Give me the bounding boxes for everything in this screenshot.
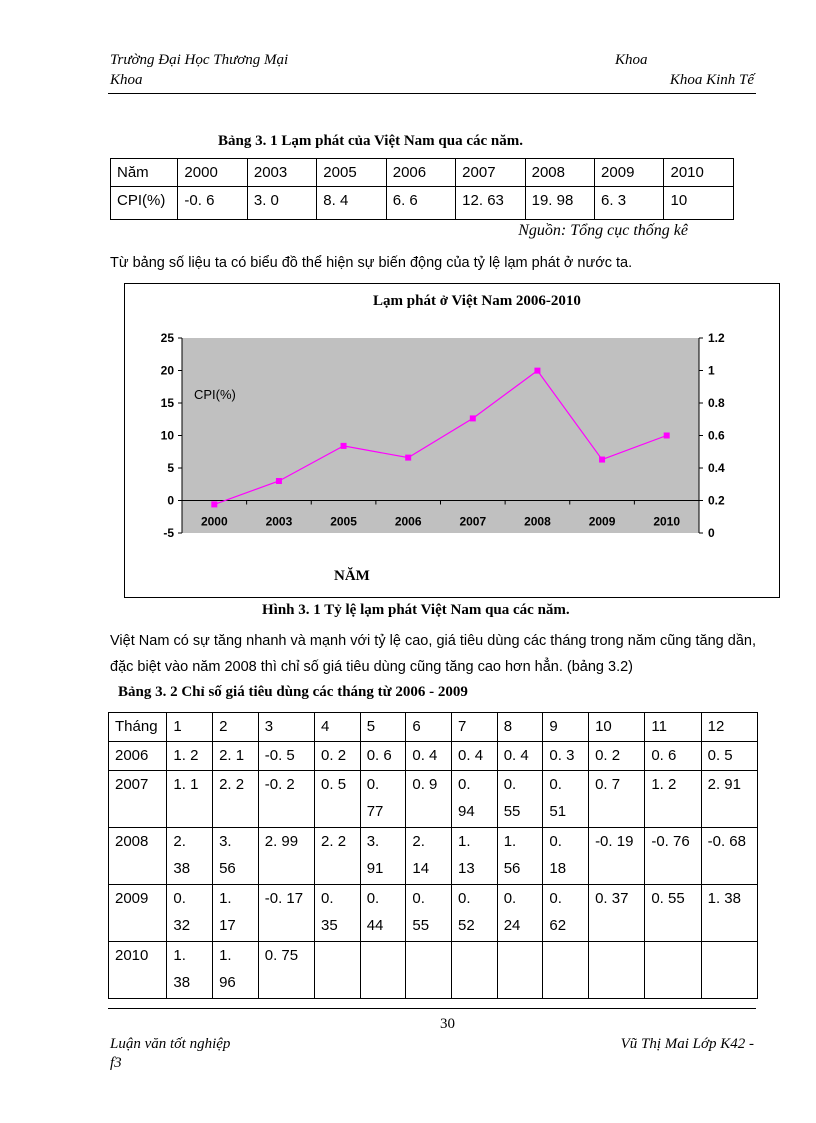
table1-source: Nguồn: Tổng cục thống kê bbox=[518, 222, 688, 239]
x-tick-label: 2003 bbox=[265, 514, 293, 529]
table-cell bbox=[701, 942, 757, 999]
table-cell: 1. 38 bbox=[701, 885, 757, 942]
table-row bbox=[109, 713, 758, 742]
data-point bbox=[211, 501, 217, 507]
table-cell: 2. 2 bbox=[315, 828, 361, 885]
table-cell: 0. 75 bbox=[258, 942, 314, 999]
table-cell: 2000 bbox=[178, 159, 247, 187]
cpi-monthly-table bbox=[108, 712, 758, 999]
table-cell: 10 bbox=[664, 187, 734, 220]
table-cell: -0. 2 bbox=[258, 771, 314, 828]
y2-tick-label: 0.8 bbox=[708, 396, 725, 410]
table-cell: 0. 55 bbox=[406, 885, 452, 942]
table-cell: 2008 bbox=[109, 828, 167, 885]
table-row bbox=[111, 187, 734, 220]
table-cell: 2009 bbox=[109, 885, 167, 942]
table-cell: 2007 bbox=[109, 771, 167, 828]
table-cell: 0. 2 bbox=[315, 742, 361, 771]
chart-title: Lạm phát ở Việt Nam 2006-2010 bbox=[373, 293, 581, 309]
table-cell: 4 bbox=[315, 713, 361, 742]
table-cell: 0. 4 bbox=[497, 742, 543, 771]
table-row bbox=[109, 771, 758, 828]
table-row bbox=[109, 828, 758, 885]
table-cell: 0. 52 bbox=[452, 885, 498, 942]
table-cell: 2. 91 bbox=[701, 771, 757, 828]
table-cell: 2 bbox=[213, 713, 259, 742]
header-faculty-label: Khoa bbox=[615, 52, 648, 68]
table-cell: 1. 56 bbox=[497, 828, 543, 885]
table-cell: -0. 5 bbox=[258, 742, 314, 771]
y-tick-label: 5 bbox=[167, 461, 174, 475]
table-cell: 2. 14 bbox=[406, 828, 452, 885]
table-row bbox=[109, 885, 758, 942]
data-point bbox=[534, 368, 540, 374]
table-cell: 0. 77 bbox=[360, 771, 406, 828]
table-cell: 0. 7 bbox=[589, 771, 645, 828]
header-rule bbox=[108, 93, 756, 94]
table-cell: 0. 37 bbox=[589, 885, 645, 942]
table-cell: 0. 24 bbox=[497, 885, 543, 942]
table-cell: 2006 bbox=[109, 742, 167, 771]
table-cell: 1. 38 bbox=[167, 942, 213, 999]
y2-tick-label: 1.2 bbox=[708, 331, 725, 345]
table-cell: 0. 18 bbox=[543, 828, 589, 885]
table-cell: 2. 99 bbox=[258, 828, 314, 885]
x-tick-label: 2000 bbox=[200, 514, 228, 529]
body-paragraph: Việt Nam có sự tăng nhanh và mạnh với tỷ lệ cao, giá tiêu dùng các tháng trong năm cũng tăng dần, đặc biệt vào năm 2008 thì chỉ số giá tiêu dùng cũng tăng cao hơn hẳn. (bảng 3.2) bbox=[110, 633, 756, 675]
y2-tick-label: 0 bbox=[708, 526, 715, 540]
table-cell: 2007 bbox=[456, 159, 525, 187]
inflation-table bbox=[110, 158, 734, 220]
table-row bbox=[109, 942, 758, 999]
table-cell: 3. 0 bbox=[247, 187, 316, 220]
table-cell: 3. 56 bbox=[213, 828, 259, 885]
table-cell: 2005 bbox=[317, 159, 386, 187]
table-cell: 5 bbox=[360, 713, 406, 742]
y2-tick-label: 0.4 bbox=[708, 461, 725, 475]
table-cell: 0. 5 bbox=[701, 742, 757, 771]
table-cell: 0. 6 bbox=[360, 742, 406, 771]
table-cell: -0. 19 bbox=[589, 828, 645, 885]
table-cell: 12 bbox=[701, 713, 757, 742]
header-faculty-left: Khoa bbox=[110, 72, 143, 88]
table-cell: 0. 44 bbox=[360, 885, 406, 942]
table-cell: 0. 62 bbox=[543, 885, 589, 942]
footer-rule bbox=[108, 1008, 756, 1009]
table-cell: 2. 2 bbox=[213, 771, 259, 828]
table-cell: 0. 3 bbox=[543, 742, 589, 771]
table-cell: 6 bbox=[406, 713, 452, 742]
table-cell bbox=[497, 942, 543, 999]
table-cell: 2010 bbox=[109, 942, 167, 999]
table-cell: 2006 bbox=[386, 159, 455, 187]
table-cell: 0. 55 bbox=[497, 771, 543, 828]
table-cell: 19. 98 bbox=[525, 187, 594, 220]
y-tick-label: -5 bbox=[163, 526, 174, 540]
table-cell: 1. 2 bbox=[167, 742, 213, 771]
table-cell bbox=[645, 942, 701, 999]
table-cell bbox=[360, 942, 406, 999]
table-cell: Năm bbox=[111, 159, 178, 187]
x-tick-label: 2010 bbox=[653, 514, 681, 529]
table-cell: 1. 17 bbox=[213, 885, 259, 942]
table-cell: 0. 55 bbox=[645, 885, 701, 942]
table-cell: CPI(%) bbox=[111, 187, 178, 220]
y2-tick-label: 1 bbox=[708, 363, 715, 378]
table-cell bbox=[452, 942, 498, 999]
table-cell: 0. 4 bbox=[406, 742, 452, 771]
table-cell: 3 bbox=[258, 713, 314, 742]
y2-tick-label: 0.2 bbox=[708, 493, 725, 508]
table-cell: Tháng bbox=[109, 713, 167, 742]
table-row bbox=[111, 159, 734, 187]
inflation-chart bbox=[124, 283, 780, 598]
x-tick-label: 2008 bbox=[524, 514, 551, 529]
table-cell: -0. 76 bbox=[645, 828, 701, 885]
table-cell: 12. 63 bbox=[456, 187, 525, 220]
table-cell: 0. 32 bbox=[167, 885, 213, 942]
table-cell: 8 bbox=[497, 713, 543, 742]
table-cell: 1 bbox=[167, 713, 213, 742]
footer-author: Vũ Thị Mai Lớp K42 - bbox=[620, 1036, 754, 1052]
table-cell: 2. 1 bbox=[213, 742, 259, 771]
table-cell: 0. 9 bbox=[406, 771, 452, 828]
data-point bbox=[470, 415, 476, 421]
table-cell: -0. 17 bbox=[258, 885, 314, 942]
data-point bbox=[599, 457, 605, 463]
page-number: 30 bbox=[440, 1016, 455, 1032]
table-cell: 7 bbox=[452, 713, 498, 742]
table-cell: 0. 51 bbox=[543, 771, 589, 828]
figure-caption: Hình 3. 1 Tỷ lệ lạm phát Việt Nam qua các năm. bbox=[262, 602, 570, 618]
table-cell: 11 bbox=[645, 713, 701, 742]
table-cell bbox=[589, 942, 645, 999]
x-axis-label: NĂM bbox=[334, 568, 370, 584]
table-cell: 6. 6 bbox=[386, 187, 455, 220]
table-cell: 2008 bbox=[525, 159, 594, 187]
table-cell: 1. 2 bbox=[645, 771, 701, 828]
table-cell: 0. 2 bbox=[589, 742, 645, 771]
y-tick-label: 25 bbox=[160, 331, 174, 345]
table-cell: -0. 68 bbox=[701, 828, 757, 885]
table-cell: 6. 3 bbox=[595, 187, 664, 220]
data-point bbox=[341, 443, 347, 449]
series-label: CPI(%) bbox=[194, 387, 236, 403]
y-tick-label: 20 bbox=[160, 363, 174, 378]
y2-tick-label: 0.6 bbox=[708, 428, 725, 443]
table-cell bbox=[315, 942, 361, 999]
table-cell: 1. 1 bbox=[167, 771, 213, 828]
y-tick-label: 10 bbox=[160, 428, 174, 443]
table-cell: 0. 94 bbox=[452, 771, 498, 828]
table-cell: 2. 38 bbox=[167, 828, 213, 885]
table-cell: 0. 35 bbox=[315, 885, 361, 942]
table-cell: 10 bbox=[589, 713, 645, 742]
data-point bbox=[405, 455, 411, 461]
y-tick-label: 0 bbox=[167, 493, 174, 508]
table2-caption: Bảng 3. 2 Chỉ số giá tiêu dùng các tháng từ 2006 - 2009 bbox=[118, 684, 468, 700]
data-point bbox=[664, 433, 670, 439]
intro-text: Từ bảng số liệu ta có biểu đồ thể hiện sự biến động của tỷ lệ lạm phát ở nước ta. bbox=[110, 255, 633, 271]
table1-caption: Bảng 3. 1 Lạm phát của Việt Nam qua các năm. bbox=[218, 133, 524, 149]
header-school: Trường Đại Học Thương Mại bbox=[110, 52, 289, 68]
table-cell: -0. 6 bbox=[178, 187, 247, 220]
table-cell bbox=[406, 942, 452, 999]
table-cell bbox=[543, 942, 589, 999]
x-tick-label: 2005 bbox=[330, 514, 357, 529]
table-cell: 2009 bbox=[595, 159, 664, 187]
table-cell: 9 bbox=[543, 713, 589, 742]
table-cell: 2010 bbox=[664, 159, 734, 187]
table-cell: 0. 6 bbox=[645, 742, 701, 771]
x-tick-label: 2006 bbox=[394, 514, 422, 529]
data-point bbox=[276, 478, 282, 484]
table-cell: 2003 bbox=[247, 159, 316, 187]
footer-code: f3 bbox=[110, 1055, 122, 1071]
table-cell: 1. 96 bbox=[213, 942, 259, 999]
table-cell: 1. 13 bbox=[452, 828, 498, 885]
header-faculty-right: Khoa Kinh Tế bbox=[669, 72, 754, 88]
table-row bbox=[109, 742, 758, 771]
plot-area bbox=[161, 331, 725, 540]
y-tick-label: 15 bbox=[160, 396, 174, 410]
x-tick-label: 2009 bbox=[588, 514, 616, 529]
x-tick-label: 2007 bbox=[459, 514, 487, 529]
footer-thesis: Luận văn tốt nghiệp bbox=[110, 1036, 231, 1052]
table-cell: 8. 4 bbox=[317, 187, 386, 220]
table-cell: 0. 5 bbox=[315, 771, 361, 828]
table-cell: 3. 91 bbox=[360, 828, 406, 885]
table-cell: 0. 4 bbox=[452, 742, 498, 771]
